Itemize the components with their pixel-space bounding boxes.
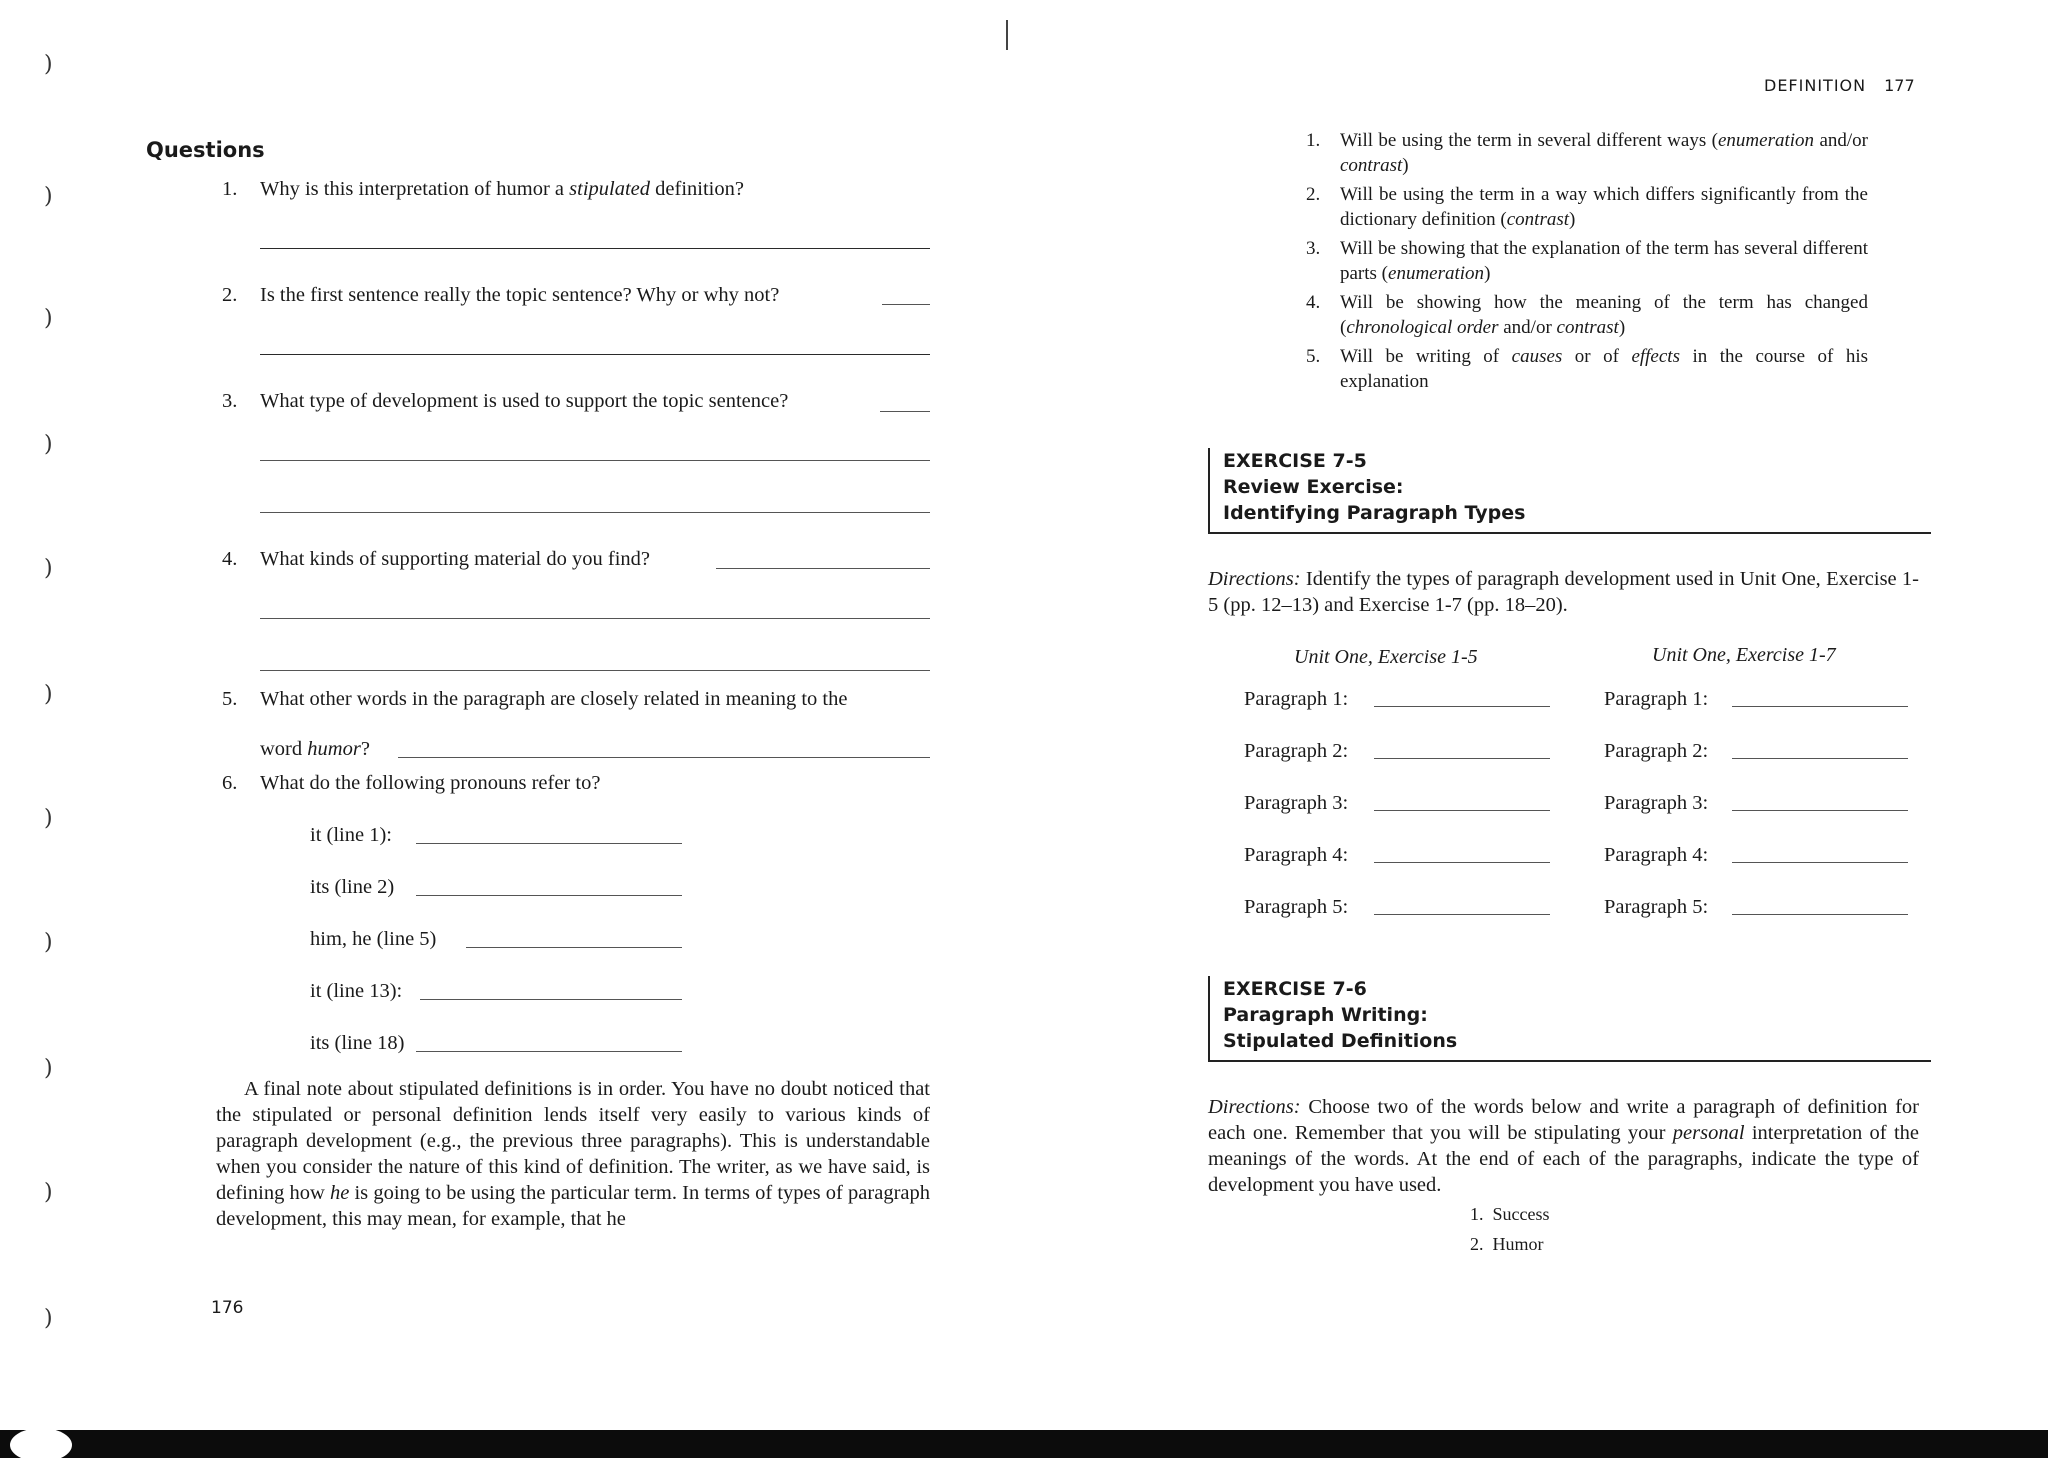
answer-line[interactable] xyxy=(416,895,682,896)
answer-line[interactable] xyxy=(416,1051,682,1052)
column-heading-1: Unit One, Exercise 1-5 xyxy=(1294,646,1478,668)
binding-hole-mark: ) xyxy=(44,806,53,831)
list-item: 5. Will be writing of causes or of effects in the course of his explanation xyxy=(1306,346,1869,392)
exercise-subtitle: Paragraph Writing: xyxy=(1223,1004,1428,1026)
exercise-7-5-header xyxy=(1208,448,1931,534)
paragraph-label: Paragraph 1: xyxy=(1244,688,1349,710)
exercise-7-6-header xyxy=(1208,976,1931,1062)
answer-line[interactable] xyxy=(260,354,930,355)
paragraph-label: Paragraph 3: xyxy=(1604,792,1709,814)
exercise-subtitle: Review Exercise: xyxy=(1223,476,1404,498)
answer-line[interactable] xyxy=(1374,914,1550,915)
scan-edge-bar xyxy=(0,1430,2048,1458)
answer-line[interactable] xyxy=(1374,706,1550,707)
running-head: DEFINITION 177 xyxy=(1764,76,1915,95)
binding-hole-mark: ) xyxy=(44,1306,53,1331)
paragraph-label: Paragraph 4: xyxy=(1604,844,1709,866)
answer-line[interactable] xyxy=(398,757,930,758)
answer-line[interactable] xyxy=(1732,758,1908,759)
pronoun-item: it (line 1): xyxy=(310,824,392,846)
answer-line[interactable] xyxy=(260,460,930,461)
exercise-subtitle: Identifying Paragraph Types xyxy=(1223,502,1526,524)
pronoun-item: him, he (line 5) xyxy=(310,928,437,950)
binding-hole-mark: ) xyxy=(44,1180,53,1205)
exercise-7-6-directions: Directions: Choose two of the words below and write a paragraph of definition for each one. Remember that you will be stipulating your personal interpretation of the meanings of the words. At the end of each of the paragraphs, indicate the type of development you have used. xyxy=(1208,1096,1919,1196)
paragraph-label: Paragraph 2: xyxy=(1604,740,1709,762)
answer-line[interactable] xyxy=(1732,862,1908,863)
binding-hole-mark: ) xyxy=(44,52,53,77)
answer-line[interactable] xyxy=(880,411,930,412)
binding-hole-mark: ) xyxy=(44,184,53,209)
question-text: Why is this interpretation of humor a stipulated definition? xyxy=(260,178,744,200)
page-number-left: 176 xyxy=(211,1298,244,1318)
paragraph-label: Paragraph 5: xyxy=(1604,896,1709,918)
answer-line[interactable] xyxy=(420,999,682,1000)
word-choice-success: 1. Success xyxy=(1470,1204,1550,1224)
list-item: 1. Will be using the term in several different ways (enumeration and/or contrast) xyxy=(1306,130,1868,176)
answer-line[interactable] xyxy=(1732,810,1908,811)
questions-heading: Questions xyxy=(146,138,265,162)
scan-edge-blob xyxy=(10,1428,72,1462)
answer-line[interactable] xyxy=(882,304,930,305)
column-heading-2: Unit One, Exercise 1-7 xyxy=(1652,644,1836,666)
binding-hole-mark: ) xyxy=(44,306,53,331)
answer-line[interactable] xyxy=(260,670,930,671)
gutter-mark xyxy=(1006,20,1008,50)
paragraph-label: Paragraph 4: xyxy=(1244,844,1349,866)
question-5-continued: word humor? xyxy=(260,738,370,760)
exercise-title: EXERCISE 7-5 xyxy=(1223,450,1367,472)
answer-line[interactable] xyxy=(1732,706,1908,707)
question-number: 1. xyxy=(222,178,238,200)
answer-line[interactable] xyxy=(466,947,682,948)
paragraph-label: Paragraph 1: xyxy=(1604,688,1709,710)
answer-line[interactable] xyxy=(260,512,930,513)
paragraph-label: Paragraph 5: xyxy=(1244,896,1349,918)
pronoun-item: its (line 18) xyxy=(310,1032,405,1054)
paragraph-label: Paragraph 2: xyxy=(1244,740,1349,762)
binding-hole-mark: ) xyxy=(44,682,53,707)
pronoun-item: it (line 13): xyxy=(310,980,403,1002)
answer-line[interactable] xyxy=(1732,914,1908,915)
answer-line[interactable] xyxy=(716,568,930,569)
paragraph-label: Paragraph 3: xyxy=(1244,792,1349,814)
list-item: 3. Will be showing that the explanation of the term has several different parts (enumeration) xyxy=(1306,238,1868,284)
pronoun-item: its (line 2) xyxy=(310,876,395,898)
answer-line[interactable] xyxy=(260,618,930,619)
binding-hole-mark: ) xyxy=(44,556,53,581)
final-note-paragraph: A final note about stipulated definitions is in order. You have no doubt noticed that the stipulated or personal definition lends itself very easily to various kinds of paragraph development (e.g., the previous three paragraphs). This is understandable when you consider the nature of this kind of definition. The writer, as we have said, is defining how he is going to be using the particular term. In terms of types of paragraph development, this may mean, for example, that he xyxy=(216,1078,930,1230)
exercise-subtitle: Stipulated Definitions xyxy=(1223,1030,1458,1052)
word-choice-humor: 2. Humor xyxy=(1470,1234,1544,1254)
list-item: 4. Will be showing how the meaning of the term has changed (chronological order and/or contrast) xyxy=(1306,292,1868,338)
binding-hole-mark: ) xyxy=(44,930,53,955)
exercise-title: EXERCISE 7-6 xyxy=(1223,978,1367,1000)
answer-line[interactable] xyxy=(416,843,682,844)
answer-line[interactable] xyxy=(1374,810,1550,811)
page-number-right: 177 xyxy=(1884,76,1915,95)
binding-hole-mark: ) xyxy=(44,432,53,457)
exercise-7-5-directions: Directions: Identify the types of paragraph development used in Unit One, Exercise 1-5 (pp. 12–13) and Exercise 1-7 (pp. 18–20). xyxy=(1208,568,1919,616)
answer-line[interactable] xyxy=(260,248,930,249)
answer-line[interactable] xyxy=(1374,862,1550,863)
answer-line[interactable] xyxy=(1374,758,1550,759)
list-item: 2. Will be using the term in a way which differs significantly from the dictionary definition (contrast) xyxy=(1306,184,1868,230)
binding-hole-mark: ) xyxy=(44,1056,53,1081)
